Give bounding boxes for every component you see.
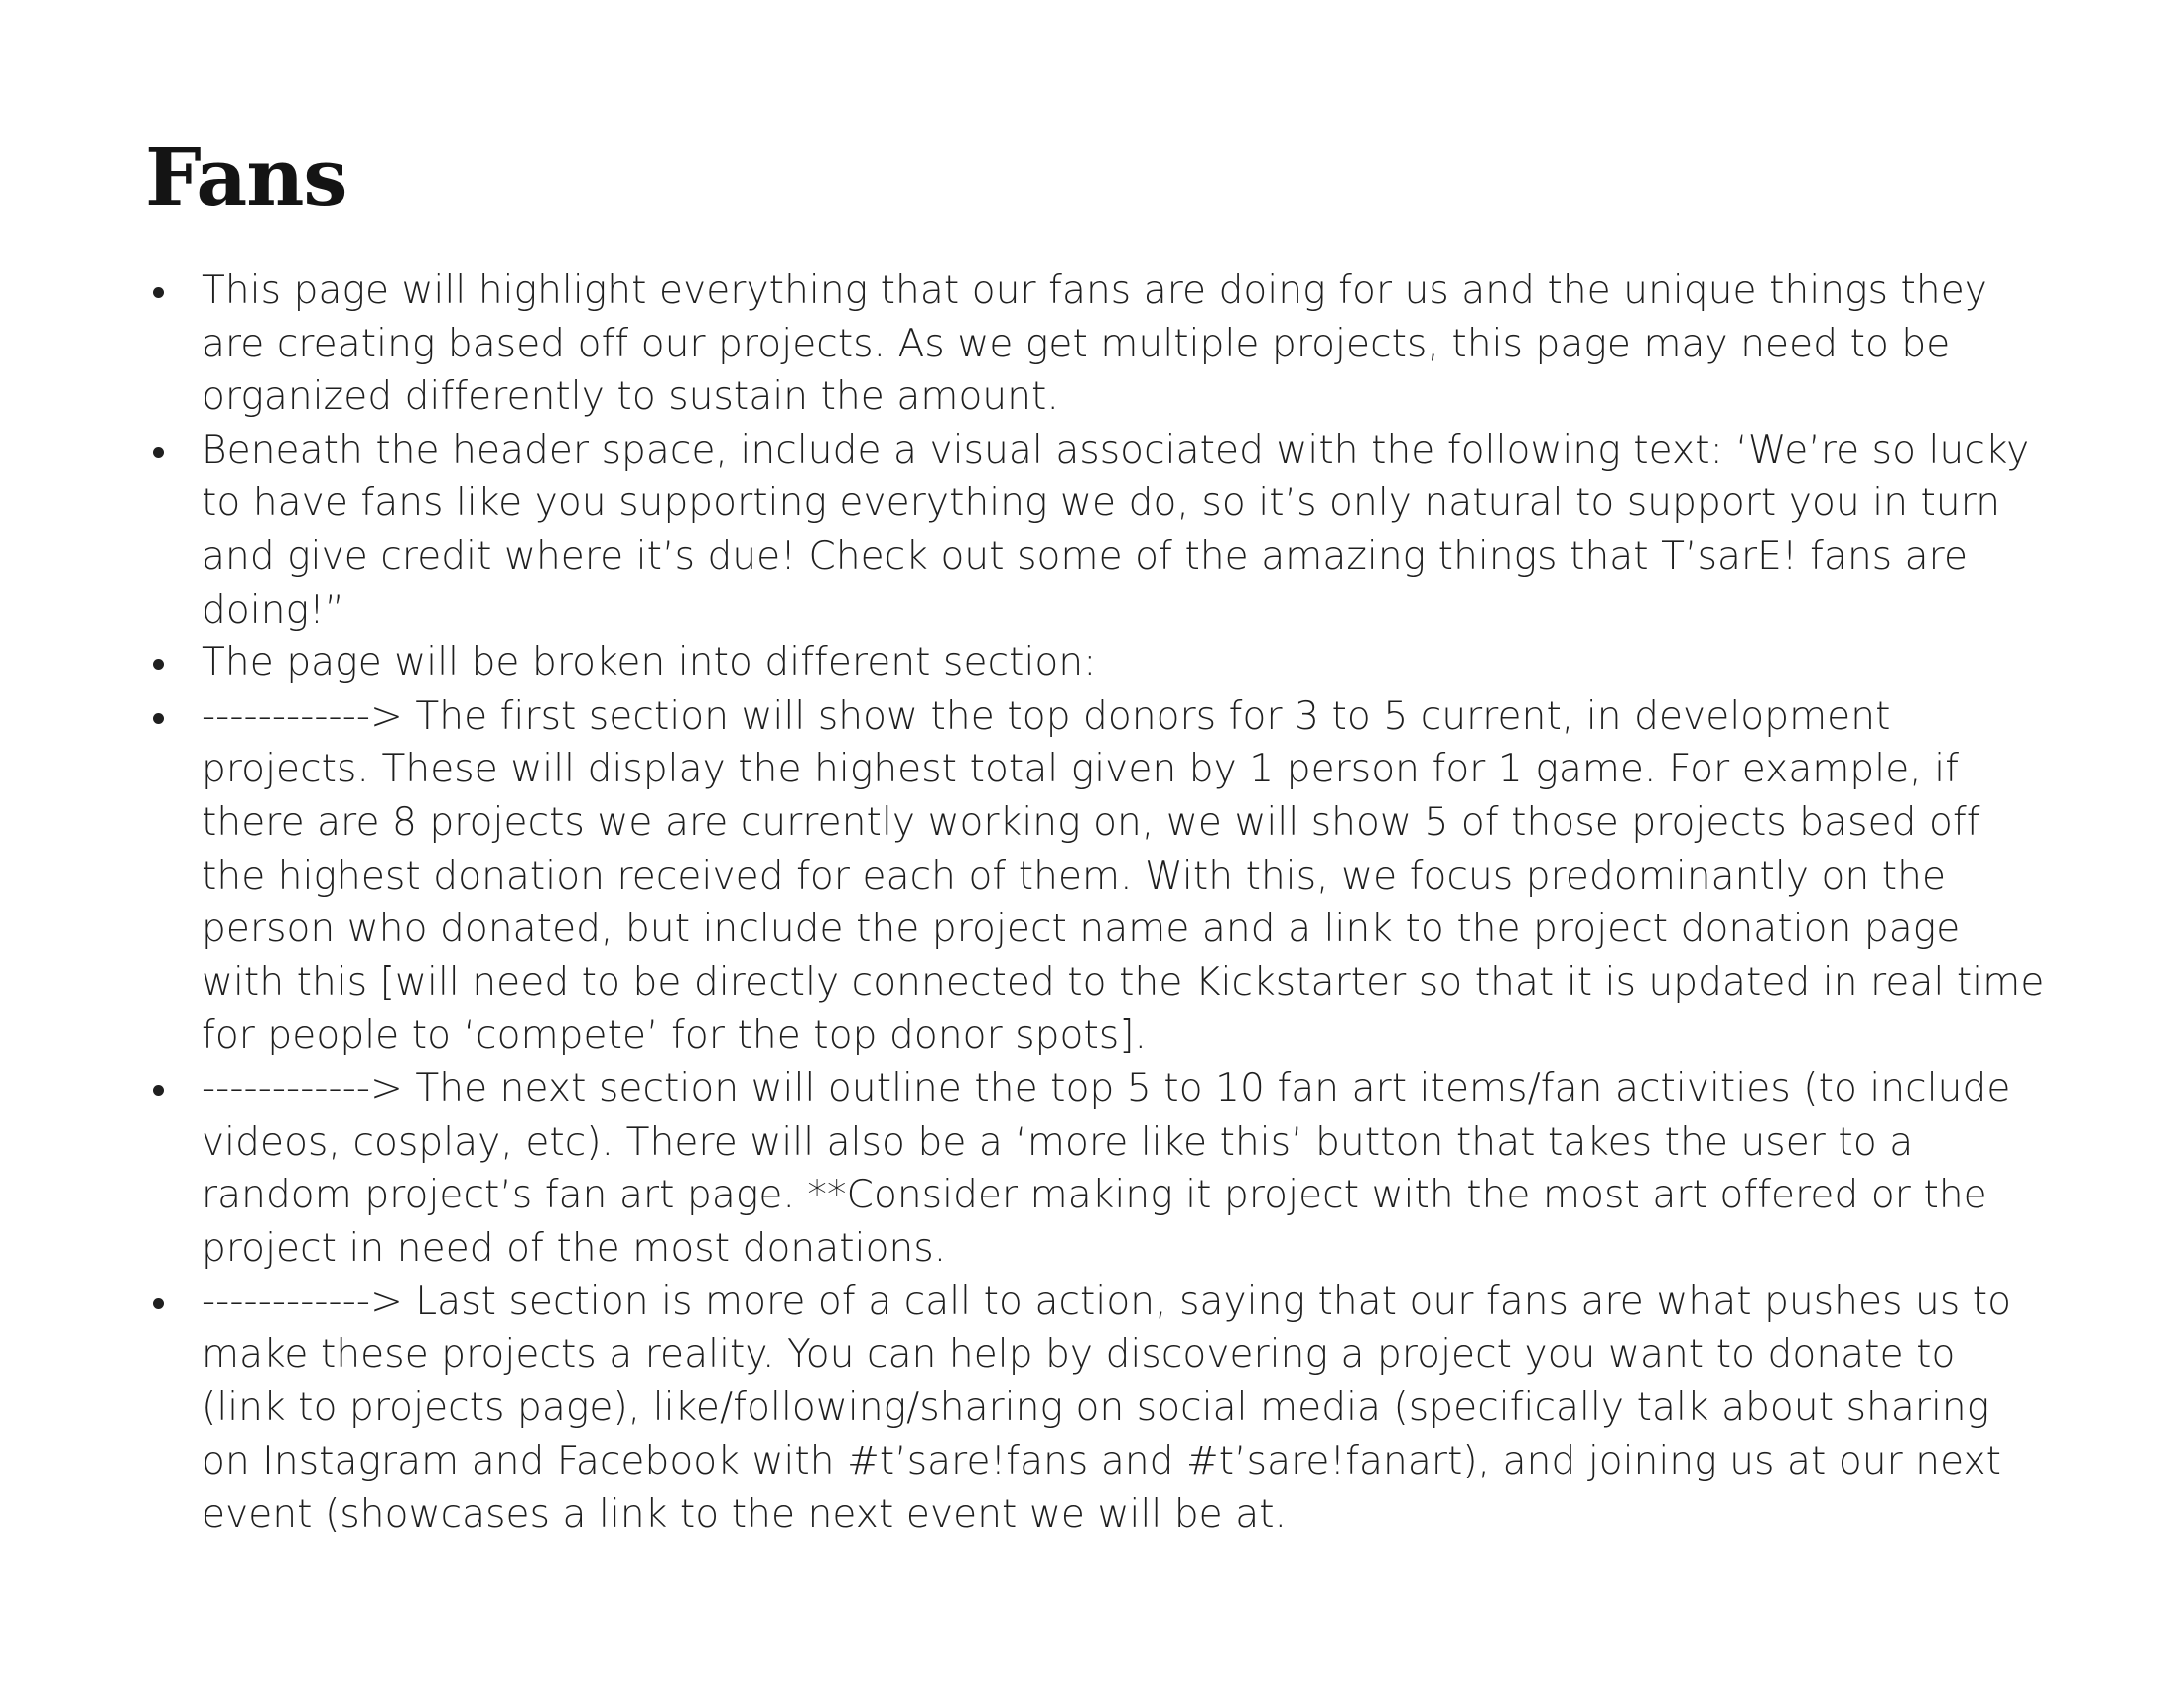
- text-line: ------------> The next section will outline the top 5 to 10 fan art items/fan activities (to include: [202, 1065, 2011, 1111]
- text-line: random project’s fan art page. **Consider making it project with the most art offered or the: [202, 1173, 1987, 1218]
- bullet-dot-icon: [153, 1085, 164, 1096]
- bullet-text: [202, 1275, 2068, 1541]
- bullet-item: [0, 1275, 2068, 1541]
- bullet-item: [0, 1062, 2068, 1275]
- text-line: ------------> The first section will show the top donors for 3 to 5 current, in development: [202, 693, 1891, 739]
- page-title: Fans: [145, 130, 347, 223]
- text-line: The page will be broken into different section:: [202, 640, 1097, 686]
- text-line: organized differently to sustain the amount.: [202, 374, 1059, 420]
- text-line: the highest donation received for each of them. With this, we focus predominantly on the: [202, 853, 1947, 899]
- bullet-list: [0, 264, 2068, 1541]
- bullet-item: [0, 264, 2068, 424]
- text-line: for people to ‘compete’ for the top donor spots].: [202, 1013, 1148, 1058]
- text-line: with this [will need to be directly connected to the Kickstarter so that it is updated in real time: [202, 959, 2045, 1005]
- bullet-text: [202, 1062, 2068, 1275]
- text-line: event (showcases a link to the next event we will be at.: [202, 1491, 1288, 1537]
- bullet-dot-icon: [153, 1298, 164, 1309]
- bullet-dot-icon: [153, 287, 164, 298]
- bullet-dot-icon: [153, 659, 164, 670]
- text-line: person who donated, but include the project name and a link to the project donation page: [202, 907, 1961, 952]
- bullet-item: [0, 690, 2068, 1062]
- text-line: are creating based off our projects. As we get multiple projects, this page may need to be: [202, 321, 1951, 366]
- bullet-item: [0, 424, 2068, 636]
- bullet-text: [202, 424, 2068, 636]
- text-line: projects. These will display the highest total given by 1 person for 1 game. For example, if: [202, 747, 1960, 792]
- bullet-item: [0, 636, 2068, 690]
- text-line: on Instagram and Facebook with #t’sare!fans and #t’sare!fanart), and joining us at our next: [202, 1439, 2002, 1484]
- bullet-text: [202, 264, 2068, 424]
- text-line: Beneath the header space, include a visual associated with the following text: ‘We’re so lucky: [202, 427, 2030, 473]
- bullet-dot-icon: [153, 447, 164, 458]
- text-line: project in need of the most donations.: [202, 1225, 947, 1271]
- text-line: This page will highlight everything that our fans are doing for us and the unique things they: [202, 268, 1987, 313]
- text-line: (link to projects page), like/following/sharing on social media (specifically talk about sharing: [202, 1385, 1990, 1431]
- text-line: doing!”: [202, 587, 345, 633]
- bullet-dot-icon: [153, 713, 164, 724]
- bullet-text: [202, 636, 2068, 690]
- text-line: ------------> Last section is more of a call to action, saying that our fans are what pushes us to: [202, 1279, 2012, 1325]
- text-line: to have fans like you supporting everything we do, so it’s only natural to support you in turn: [202, 481, 2001, 526]
- bullet-text: [202, 690, 2068, 1062]
- text-line: and give credit where it’s due! Check out some of the amazing things that T’sarE! fans are: [202, 533, 1969, 579]
- text-line: there are 8 projects we are currently working on, we will show 5 of those projects based off: [202, 799, 1980, 845]
- text-line: make these projects a reality. You can help by discovering a project you want to donate to: [202, 1332, 1956, 1377]
- text-line: videos, cosplay, etc). There will also be a ‘more like this’ button that takes the user to a: [202, 1119, 1914, 1165]
